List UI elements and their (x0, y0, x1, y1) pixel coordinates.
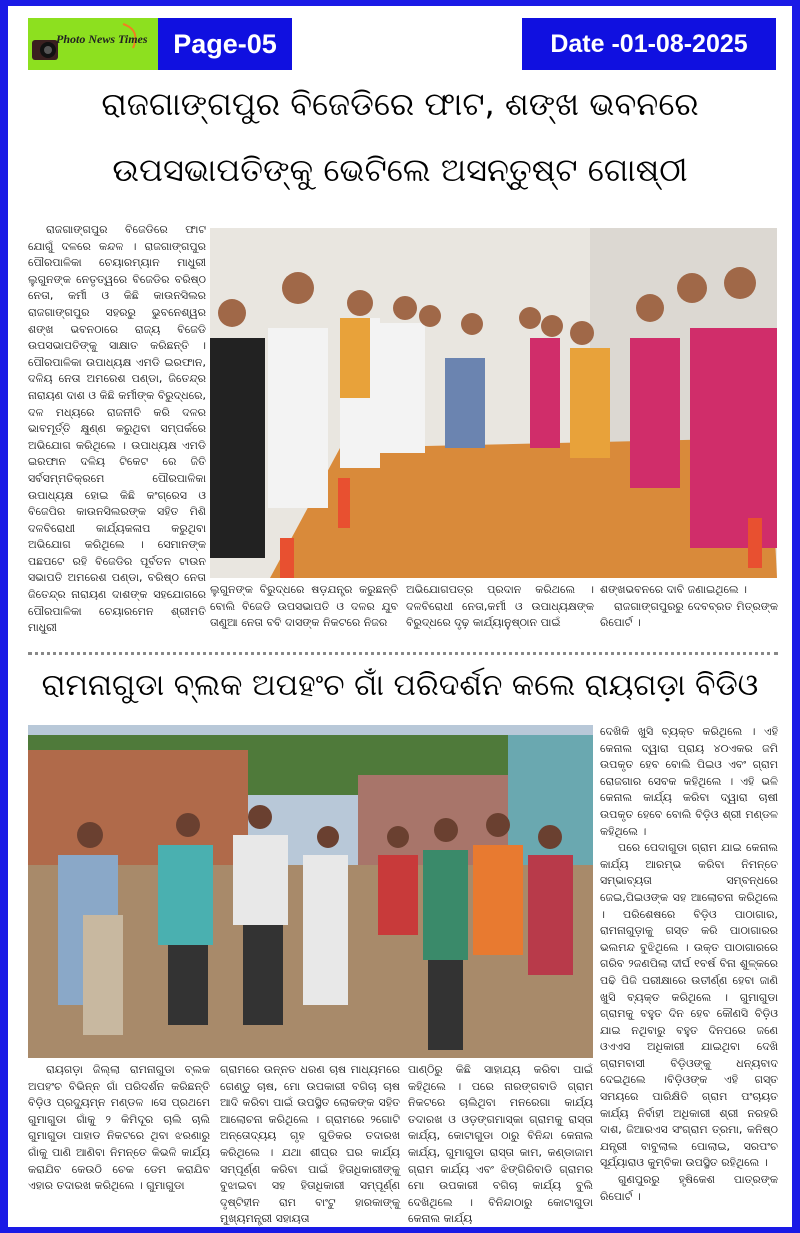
article2-column-4: ଦେଖିକି ଖୁସି ବ୍ୟକ୍ତ କରିଥିଲେ । ଏହି କେନାଲ ଦ୍ୱାରା ପ୍ରାୟ ୪୦ଏକର ଜମି ଉପକୃତ ହେବ ବୋଲି ପିଇଓ ଏବଂ ଗ୍ରାମ ରୋଜଗାର ସେବକ କହିଥିଲେ । ଏହି ଭଳି କେନାଲ କାର୍ଯ୍ୟ କରିବା ଦ୍ୱାରା ଚାଷୀ ଉପକୃତ ହେବେ ବୋଲି ବିଡ଼ିଓ ଶ୍ରୀ ମଣ୍ଡଳ କହିଥିଲେ । ପରେ ପେଦାଗୁଡା ଗ୍ରାମ ଯାଇ କେନାଲ କାର୍ଯ୍ୟ ଆରମ୍ଭ କରିବା ନିମନ୍ତେ ସମ୍ଭାବ୍ୟତା ସମ୍ବନ୍ଧରେ ଜେଇ,ପିଇଓଙ୍କ ସହ ଆଲୋଚନା କରିଥିଲେ । ପରିଶେଷରେ ବିଡ଼ିଓ ପାଠାଗାର, ରାମନାଗୁଡ଼ାକୁ ଗସ୍ତ କରି ପାଠାଗାରର ଭଲମନ୍ଦ ବୁଝିଥିଲେ । ଉକ୍ତ ପାଠାଗାରରେ ଗରିବ ୨ଜଣପିଲା ଦୀର୍ଘ ୧ବର୍ଷ ବିନା ଶୁଳ୍କରେ ପଢି ପିଜି ପରୀକ୍ଷାରେ ଉତୀର୍ଣ୍ଣ ହେବା ଜାଣି ଖୁସି ବ୍ୟକ୍ତ କରିଥିଲେ । ଗୁମାଗୁଡା ଗ୍ରାମକୁ ବହୁତ ଦିନ ହେବ କୌଣସି ବିଡ଼ିଓ ଯାଇ ନଥିବାରୁ ବହୁତ ଦିନପରେ ଜଣେ ଓଏଏସ ଅଧିକାରୀ ଯାଇଥିବା ଦେଖି ଗ୍ରାମବାସୀ ବିଡ଼ିଓଙ୍କୁ ଧନ୍ୟବାଦ ଦେଇଥିଲେ ।ବିଡ଼ିଓଙ୍କ ଏହି ଗସ୍ତ ସମୟରେ ପାରିକ୍ଷିତି ଗ୍ରାମ ପଂଚାୟତ କାର୍ଯ୍ୟ ନିର୍ବାହୀ ଅଧିକାରୀ ଶ୍ରୀ ନରହରି ଦାଶ, ଜିଆରଏସ ସଂଗ୍ରାମ ତ୍ରମା, କନିଷ୍ଠ ଯନ୍ତ୍ରୀ ବାବୁଲାଲ ପୋଲାଇ, ସରପଂଚ ସୂର୍ଯ୍ୟାରାଓ କୁମ୍ବିକା ଉପସ୍ଥିତ ରହିଥିଲେ । ଗୁଣପୁରରୁ ହୃଷିକେଶ ପାତ୍ରଙ୍କ ରିପୋର୍ଟ । (600, 724, 778, 1205)
article1-column-4: ଶଙ୍ଖଭବନରେ ଦାବି ଜଣାଇଥିଲେ । ରାଜଗାଙ୍ଗପୁରରୁ ଦେବବ୍ରତ ମିତ୍ରଙ୍କ ରିପୋର୍ଟ । (600, 582, 778, 632)
meeting-photo (210, 228, 777, 578)
article1-column-2: ଲୁଗୁନଙ୍କ ବିରୁଦ୍ଧରେ ଷଡ଼ଯନ୍ତ୍ର କରୁଛନ୍ତି ବୋଲି ବିଜେଡି ଉପସଭାପତି ଓ ଦଳର ଯୁବ ତାଣୁଆ ନେତା ବବି ଦାସଙ୍କ ନିକଟରେ ନିଜର (210, 583, 398, 630)
article1-column-3: ଅଭିଯୋଗପତ୍ର ପ୍ରଦାନ କରିଥଲେ । ଦଳବିରୋଧୀ ନେତା,କର୍ମୀ ଓ ଉପାଧ୍ୟକ୍ଷଙ୍କ ବିରୁଦ୍ଧରେ ଦୃଢ଼ କାର୍ଯ୍ୟାନୁଷ୍ଠାନ ପାଇଁ (406, 583, 594, 630)
headline-1-line-1: ରାଜଗାଙ୍ଗପୁର ବିଜେଡିରେ ଫାଟ, ଶଙ୍ଖ ଭବନରେ (101, 85, 699, 123)
newspaper-page (8, 6, 792, 1227)
logo (28, 18, 158, 70)
article2-column-2: ଗ୍ରାମରେ ଉନ୍ନତ ଧରଣ ଚାଷ ମାଧ୍ୟମରେ ଗେଣ୍ଡୁ ଚାଷ, ମୋ ଉପକାରୀ ବଗିଚା ଚାଷ ଆଦି କରିବା ପାଇଁ ଉପସ୍ଥିତ ଲୋକଙ୍କ ସହିତ ଆଲୋଚନା କରିଥିଲେ । ଗ୍ରାମରେ ୨ଗୋଟି ଅନ୍ତୋଦ୍ୟୟ ଗୃହ ଗୁଡିକର ତଦାରଖ କରିଥିଲେ । ଯଥା ଶୀଘ୍ର ଘର କାର୍ଯ୍ୟ ସମ୍ପୂର୍ଣ୍ଣ କରିବା ପାଇଁ ହିତାଧିକାରୀଙ୍କୁ ବୁଝାଇବା ସହ ହିତାଧିକାରୀ ସମ୍ପୂର୍ଣ୍ଣ ଦୃଷ୍ଟିହୀନ ରାମ ବାଂଟୁ ହାରକାଙ୍କୁ ମୁଖ୍ୟମନ୍ତ୍ରୀ ସହାୟତା (220, 1063, 400, 1226)
section-divider (28, 652, 778, 655)
village-visit-photo (28, 725, 593, 1058)
headline-1-line-2: ଉପସଭାପତିଙ୍କୁ ଭେଟିଲେ ଅସନ୍ତୁଷ୍ଟ ଗୋଷ୍ଠୀ (112, 151, 688, 189)
logo-text: Photo News Times (56, 32, 148, 46)
date-badge: Date -01-08-2025 (522, 18, 776, 70)
article2-column-1: ରାୟଗଡ଼ା ଜିଲ୍ଲା ରାମନାଗୁଡା ବ୍ଲକ ଅପହଂଚ ବିଭିନ୍ନ ଗାଁ ପରିଦର୍ଶନ କରିଛନ୍ତି ବିଡ଼ିଓ ପ୍ରଦ୍ୟୁମ୍ନ ମଣ୍ଡଳ ।ସେ ପ୍ରଥମେ ଗୁମାଗୁଡା ଗାଁକୁ ୨ କିମିଦୂର ଚାଲି ଚାଲି ଗୁମାଗୁଡା ପାହାଡ ନିକଟରେ ଥିବା ଝରଣାରୁ ଗାଁକୁ ପାଣି ଆଣିବା ନିମନ୍ତେ କିଭଳି କାର୍ଯ୍ୟ କରାଯିବ କେଉଠି ଚେକ ଡେମ କରାଯିବ ଏହାର ତଦାରଖ କରିଥିଲେ । ଗୁମାଗୁଡା (28, 1063, 210, 1193)
article2-byline: ଗୁଣପୁରରୁ ହୃଷିକେଶ ପାତ୍ରଙ୍କ ରିପୋର୍ଟ । (600, 1173, 778, 1203)
headline-2: ରାମନାଗୁଡା ବ୍ଲକ ଅପହଂଚ ଗାଁ ପରିଦର୍ଶନ କଲେ ରାୟଗଡ଼ା ବିଡିଓ (41, 668, 759, 703)
article1-byline: ରାଜଗାଙ୍ଗପୁରରୁ ଦେବବ୍ରତ ମିତ୍ରଙ୍କ ରିପୋର୍ଟ । (600, 599, 778, 630)
page-number-badge: Page-05 (158, 18, 292, 70)
article1-column-1: ରାଜଗାଙ୍ଗପୁର ବିଜେଡିରେ ଫାଟ ଯୋଗୁଁ ଦଳରେ କନ୍ଦଳ । ରାଜଗାଙ୍ଗପୁର ପୌରପାଳିକା ଚେୟାରମ୍ୟାନ ମାଧୁରୀ ଲୁଗୁନଙ୍କ ନେତୃତ୍ୱରେ ବିଜେଡିର ବରିଷ୍ଠ ନେତା, କର୍ମୀ ଓ କିଛି କାଉନସିଲର ରାଜଗାଙ୍ଗପୁର ସହରରୁ ଭୁବନେଶ୍ୱର ଶଙ୍ଖ ଭବନଠାରେ ରାଜ୍ୟ ବିଜେଡି ଉପସଭାପତିଙ୍କୁ ସାକ୍ଷାତ କରିଛନ୍ତି । ପୌରପାଳିକା ଉପାଧ୍ୟକ୍ଷ ଏମଡି ଇରଫାନ, ଦଳିୟ ନେତା ଅମରେଶ ପଣ୍ଡା, ଜିତେନ୍ଦ୍ର ନାରାୟଣ ଦାଶ ଓ କିଛି କର୍ମୀଙ୍କ ବିରୁଦ୍ଧରେ, ଦଳ ମଧ୍ୟରେ ରାଜନୀତି କରି ଦଳର ଭାବମୂର୍ତ୍ତି କ୍ଷୁଣ୍ଣ କରୁଥିବା ସମ୍ପର୍କରେ ଅଭିଯୋଗ କରିଥିଲେ । ଉପାଧ୍ୟକ୍ଷ ଏମଡି ଇରଫାନ ଦଳିୟ ଟିକେଟ ରେ ଜିତି ସର୍ବସମ୍ମତିକ୍ରମେ ପୌରପାଳିକା ଉପାଧ୍ୟକ୍ଷ ହୋଇ କିଛି କଂଗ୍ରେସ ଓ ବିଜେପିର କାଉନସିଲରଙ୍କ ସହିତ ମିଶି ଦଳବିରୋଧୀ କାର୍ଯ୍ୟକଳାପ କରୁଥିବା ଅଭିଯୋଗ କରିଥିଲେ । ସେମାନଙ୍କ ପଛପଟେ ରହି ବିଜେଡିର ପୂର୍ବତନ ଟାଉନ ସଭାପତି ଅମରେଶ ପଣ୍ଡା, ବରିଷ୍ଠ ନେତା ଜିତେନ୍ଦ୍ର ନାରାୟଣ ଦାଶଙ୍କ ସହଯୋଗରେ ପୌରପାଳିକା ଚେୟାରମେନ ଶ୍ରୀମତି ମାଧୁରୀ (28, 223, 206, 635)
article2-column-3: ପାଣ୍ଠିରୁ କିଛି ସାହାଯ୍ୟ କରିବା ପାଇଁ କହିଥିଲେ । ପରେ ନାରଙ୍ଗବାଡି ଗ୍ରାମ ନିକଟରେ ଚାଲିଥିବା ମନରେଗା କାର୍ଯ୍ୟ ତଦାରଖ ଓ ଓଡ଼ଙ୍ଗମାସ୍କା ଗ୍ରାମକୁ ରାସ୍ତା କାର୍ଯ୍ୟ, କୋଟାଗୁଡା ଠାରୁ ବିନିନ୍ଦା କେନାଲ କାର୍ଯ୍ୟ, ଗୁମାଗୁଡା ରାସ୍ତା କାମ, କଣ୍ଡାଜାମ ଗ୍ରାମ କାର୍ଯ୍ୟ ଏବଂ ଝିଙ୍ଗିରିବାଡି ଗ୍ରାମର ମୋ ଉପକାରୀ ବଗିଚା କାର୍ଯ୍ୟ ବୁଲି ଦେଖିଥିଲେ । ବିନିନ୍ଦାଠାରୁ କୋଟାଗୁଡା କେନାଲ କାର୍ଯ୍ୟ (408, 1063, 593, 1226)
